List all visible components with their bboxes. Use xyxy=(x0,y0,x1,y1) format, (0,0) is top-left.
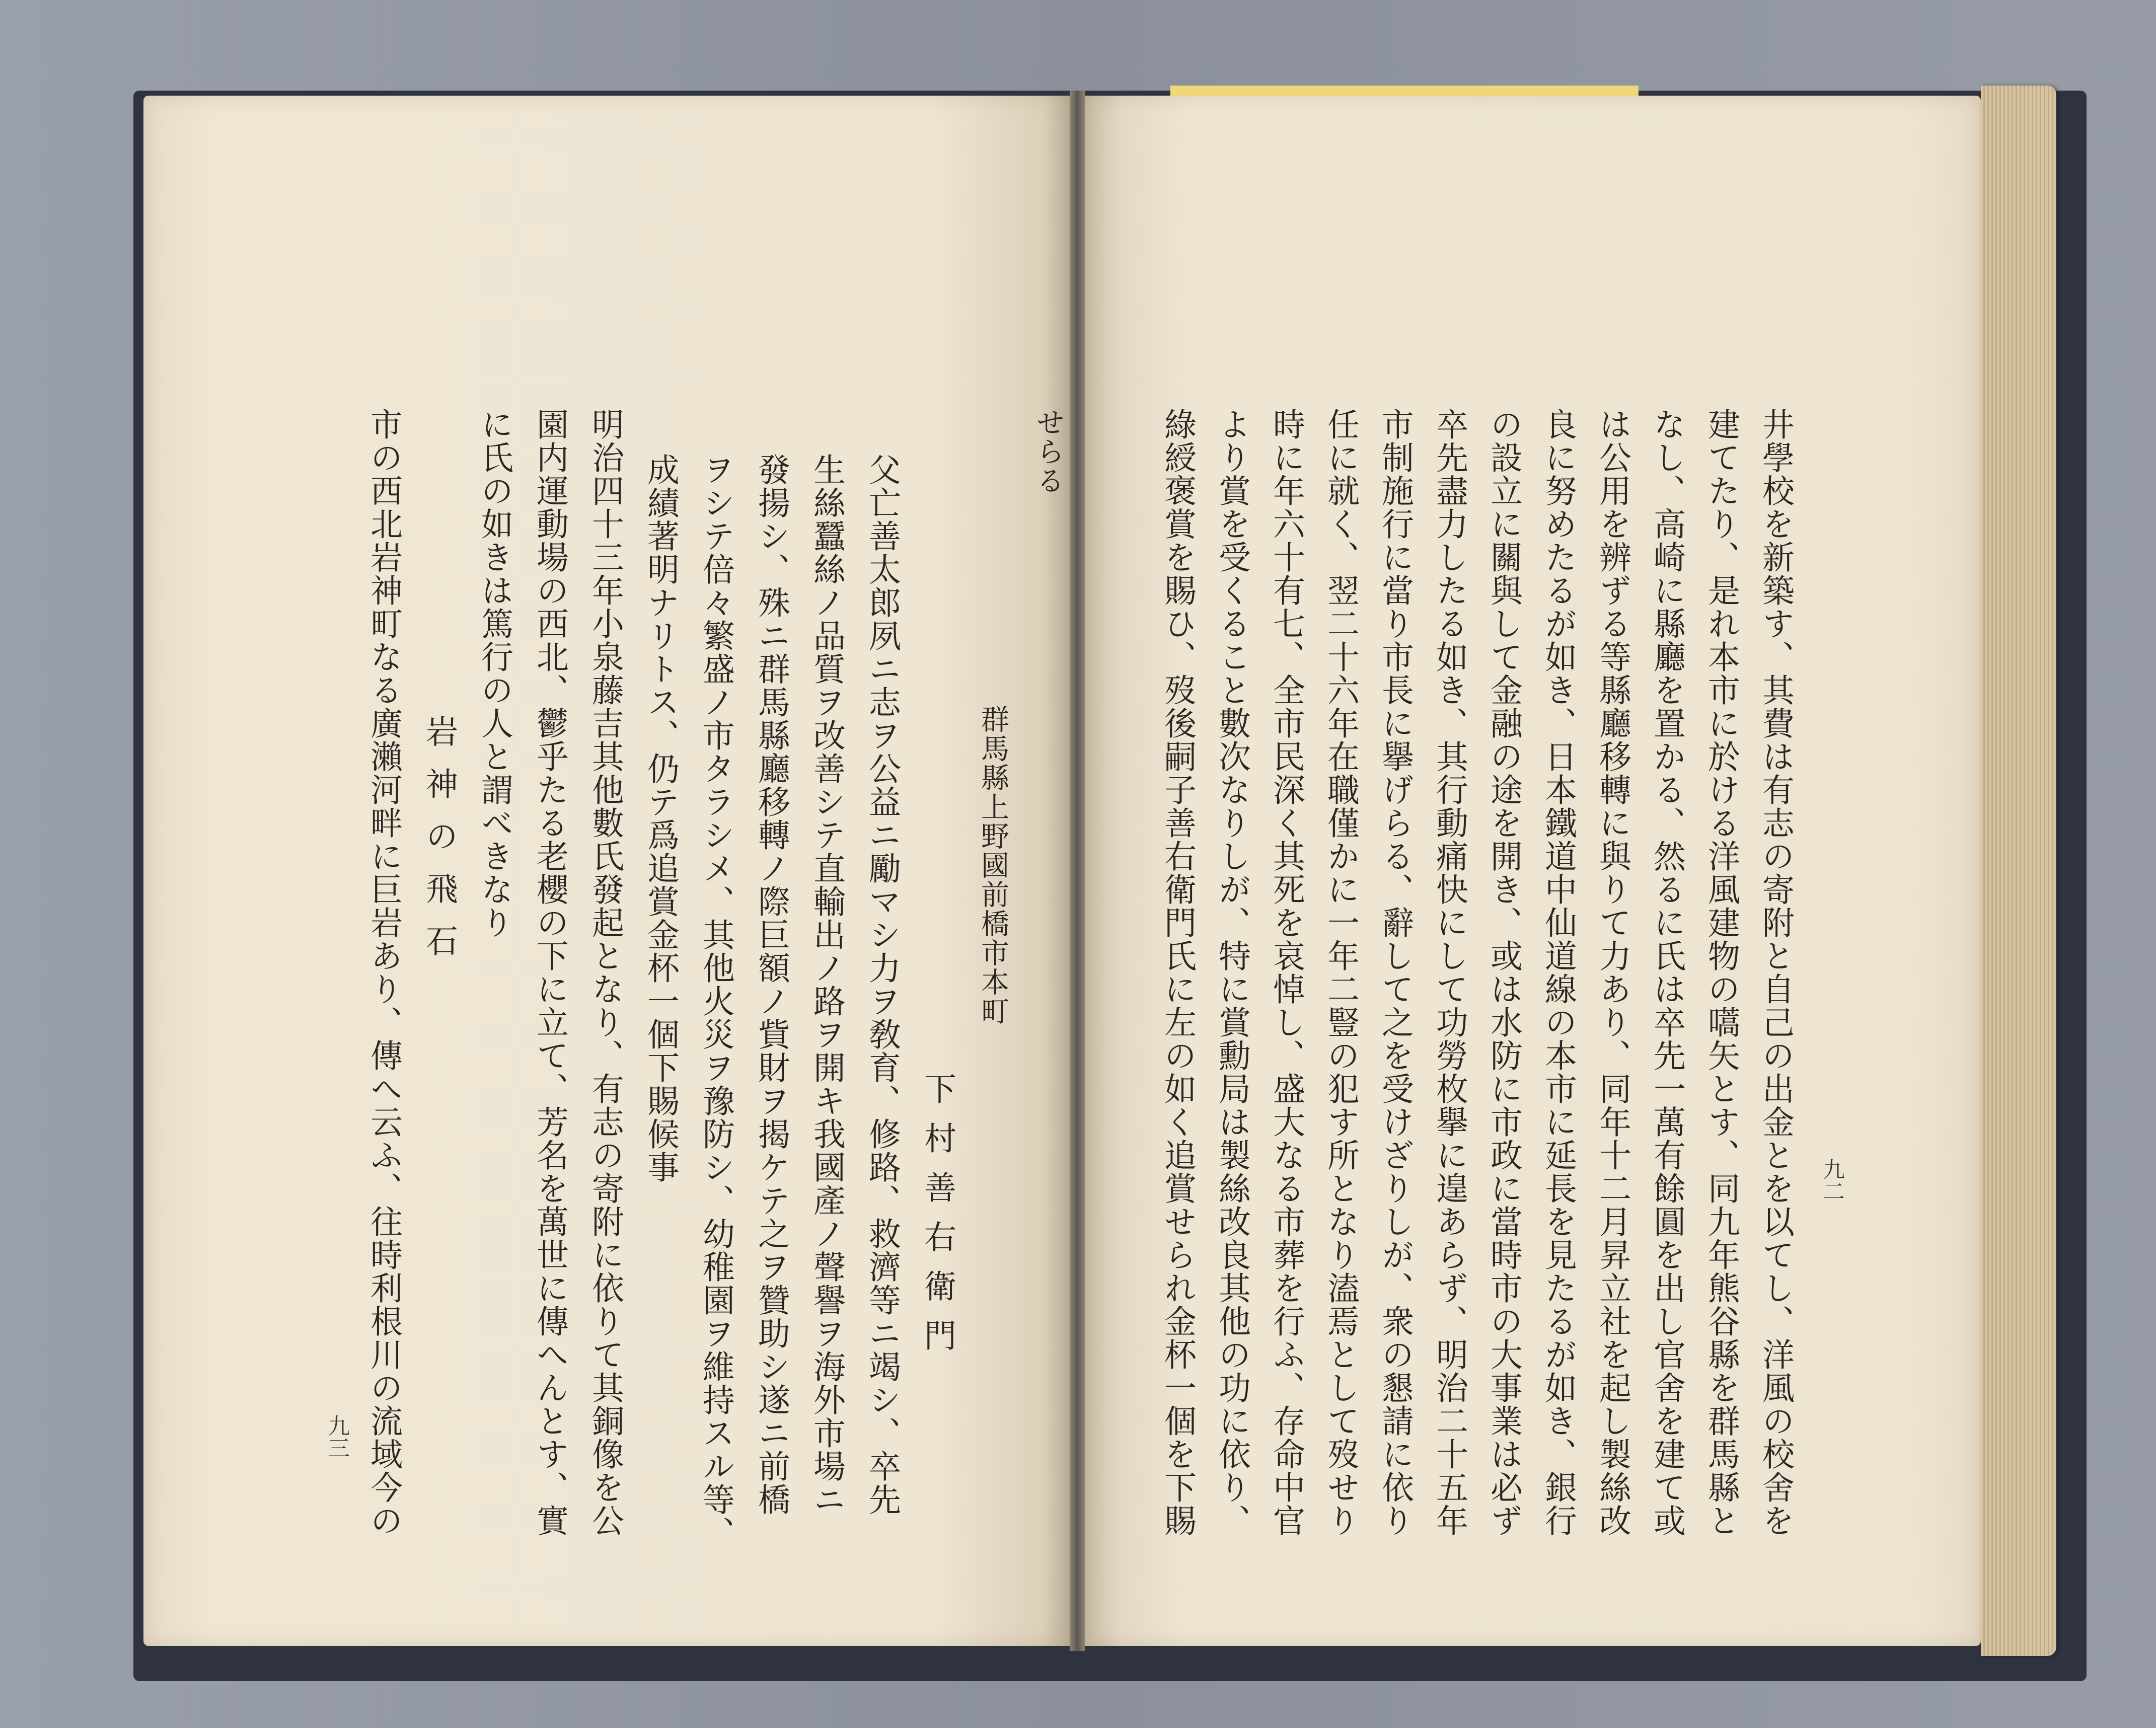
document-body-line: 生絲蠶絲ノ品質ヲ改善シテ直輸出ノ路ヲ開キ我國產ノ聲譽ヲ海外市場ニ xyxy=(808,453,845,1516)
page-edges xyxy=(1981,86,2056,1656)
text-line: 綠綬褒賞を賜ひ、歿後嗣子善右衛門氏に左の如く追賞せられ金杯一個を下賜 xyxy=(1159,408,1196,1537)
document-body-line: 成績著明ナリトス、仍テ爲追賞金杯一個下賜候事 xyxy=(642,453,679,1184)
page-number-right: 九二 xyxy=(1819,1158,1844,1202)
book-gutter xyxy=(1070,91,1085,1651)
text-line: 明治四十三年小泉藤吉其他數氏發起となり、有志の寄附に依りて其銅像を公 xyxy=(586,408,624,1537)
text-line: に氏の如きは篤行の人と謂べきなり xyxy=(476,408,513,939)
continuation-line: せらる xyxy=(1032,408,1065,495)
text-line: 市の西北岩神町なる廣瀨河畔に巨岩あり、傳へ云ふ、往時利根川の流域今の xyxy=(365,408,402,1537)
page-number-left: 九三 xyxy=(324,1414,349,1459)
text-line: 良に努めたるが如き、日本鐵道中仙道線の本市に延長を見たるが如き、銀行 xyxy=(1539,408,1577,1537)
text-line: 建てたり、是れ本市に於ける洋風建物の嚆矢とす、同九年熊谷縣を群馬縣と xyxy=(1702,408,1740,1537)
document-body-line: 發揚シ、殊ニ群馬縣廳移轉ノ際巨額ノ貲財ヲ揭ケテ之ヲ贊助シ遂ニ前橋 xyxy=(753,453,790,1516)
text-line: 市制施行に當り市長に擧げらる、辭して之を受けざりしが、衆の懇請に依り xyxy=(1376,408,1414,1537)
text-line: 時に年六十有七、全市民深く其死を哀悼し、盛大なる市葬を行ふ、存命中官 xyxy=(1268,408,1305,1537)
section-title: 岩神の飛石 xyxy=(420,715,458,976)
document-recipient: 下村善右衛門 xyxy=(919,1072,956,1368)
document-body-line: 父亡善太郎夙ニ志ヲ公益ニ勵マシ力ヲ敎育、修路、救濟等ニ竭シ、卒先 xyxy=(863,453,901,1516)
text-line: 園内運動場の西北、鬱乎たる老櫻の下に立て、芳名を萬世に傳へんとす、實 xyxy=(531,408,568,1537)
text-line: 井學校を新築す、其費は有志の寄附と自己の出金とを以てし、洋風の校舍を xyxy=(1757,408,1794,1537)
text-line: なし、高崎に縣廳を置かる、然るに氏は卒先一萬有餘圓を出し官舍を建て或 xyxy=(1648,408,1685,1537)
open-book xyxy=(128,76,2092,1676)
bookmark-tab xyxy=(1170,86,1639,97)
text-line: 任に就く、翌二十六年在職僅かに一年二豎の犯す所となり溘焉として歿せり xyxy=(1322,408,1359,1537)
left-page xyxy=(143,96,1070,1646)
text-line: は公用を辨ずる等縣廳移轉に與りて力あり、同年十二月昇立社を起し製絲改 xyxy=(1594,408,1631,1537)
document-address: 群馬縣上野國前橋市本町 xyxy=(977,705,1009,1026)
text-line: より賞を受くること數次なりしが、特に賞勳局は製絲改良其他の功に依り、 xyxy=(1213,408,1250,1537)
right-page xyxy=(1085,96,1981,1646)
document-body-line: ヲシテ倍々繁盛ノ市タラシメ、其他火災ヲ豫防シ、幼稚園ヲ維持スル等、 xyxy=(697,453,734,1549)
text-line: の設立に關與して金融の途を開き、或は水防に市政に當時市の大事業は必ず xyxy=(1485,408,1522,1537)
text-line: 卒先盡力したる如き、其行動痛快にして功勞枚擧に遑あらず、明治二十五年 xyxy=(1431,408,1468,1537)
